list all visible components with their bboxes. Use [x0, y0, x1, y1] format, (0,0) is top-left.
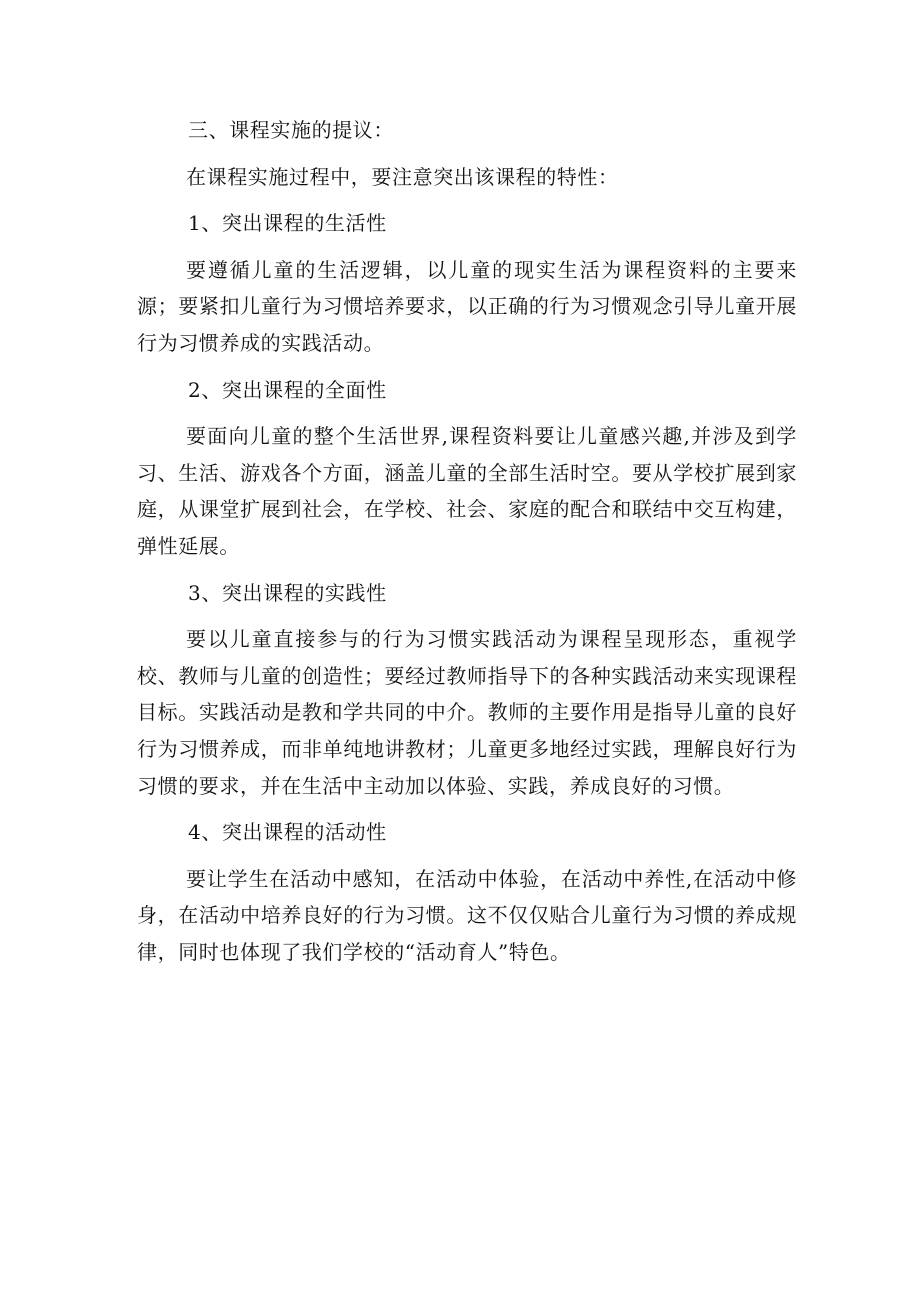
- section-title: 三、课程实施的提议：: [188, 118, 394, 142]
- item-4-paragraph: 要让学生在活动中感知，在活动中体验，在活动中养性,在活动中修身，在活动中培养良好的行为习惯。这不仅仅贴合儿童行为习惯的养成规律，同时也体现了我们学校的“活动育人”特色。: [137, 866, 797, 964]
- document-body: [137, 112, 797, 980]
- item-2-heading: 2、突出课程的全面性: [188, 377, 387, 402]
- item-3-heading: 3、突出课程的实践性: [188, 580, 387, 605]
- item-1-heading: 1、突出课程的生活性: [188, 211, 387, 236]
- item-4-heading: 4、突出课程的活动性: [188, 820, 387, 845]
- item-2-paragraph: 要面向儿童的整个生活世界,课程资料要让儿童感兴趣,并涉及到学习、生活、游戏各个方面，涵盖儿童的全部生活时空。要从学校扩展到家庭，从课堂扩展到社会，在学校、社会、家庭的配合和联结中交互构建，弹性延展。: [137, 424, 797, 558]
- item-1-paragraph: 要遵循儿童的生活逻辑，以儿童的现实生活为课程资料的主要来源；要紧扣儿童行为习惯培养要求，以正确的行为习惯观念引导儿童开展行为习惯养成的实践活动。: [137, 257, 797, 355]
- item-3-paragraph: 要以儿童直接参与的行为习惯实践活动为课程呈现形态，重视学校、教师与儿童的创造性；要经过教师指导下的各种实践活动来实现课程目标。实践活动是教和学共同的中介。教师的主要作用是指导儿童的良好行为习惯养成，而非单纯地讲教材；儿童更多地经过实践，理解良好行为习惯的要求，并在生活中主动加以体验、实践，养成良好的习惯。: [137, 627, 797, 798]
- intro-paragraph: 在课程实施过程中，要注意突出该课程的特性：: [186, 164, 619, 189]
